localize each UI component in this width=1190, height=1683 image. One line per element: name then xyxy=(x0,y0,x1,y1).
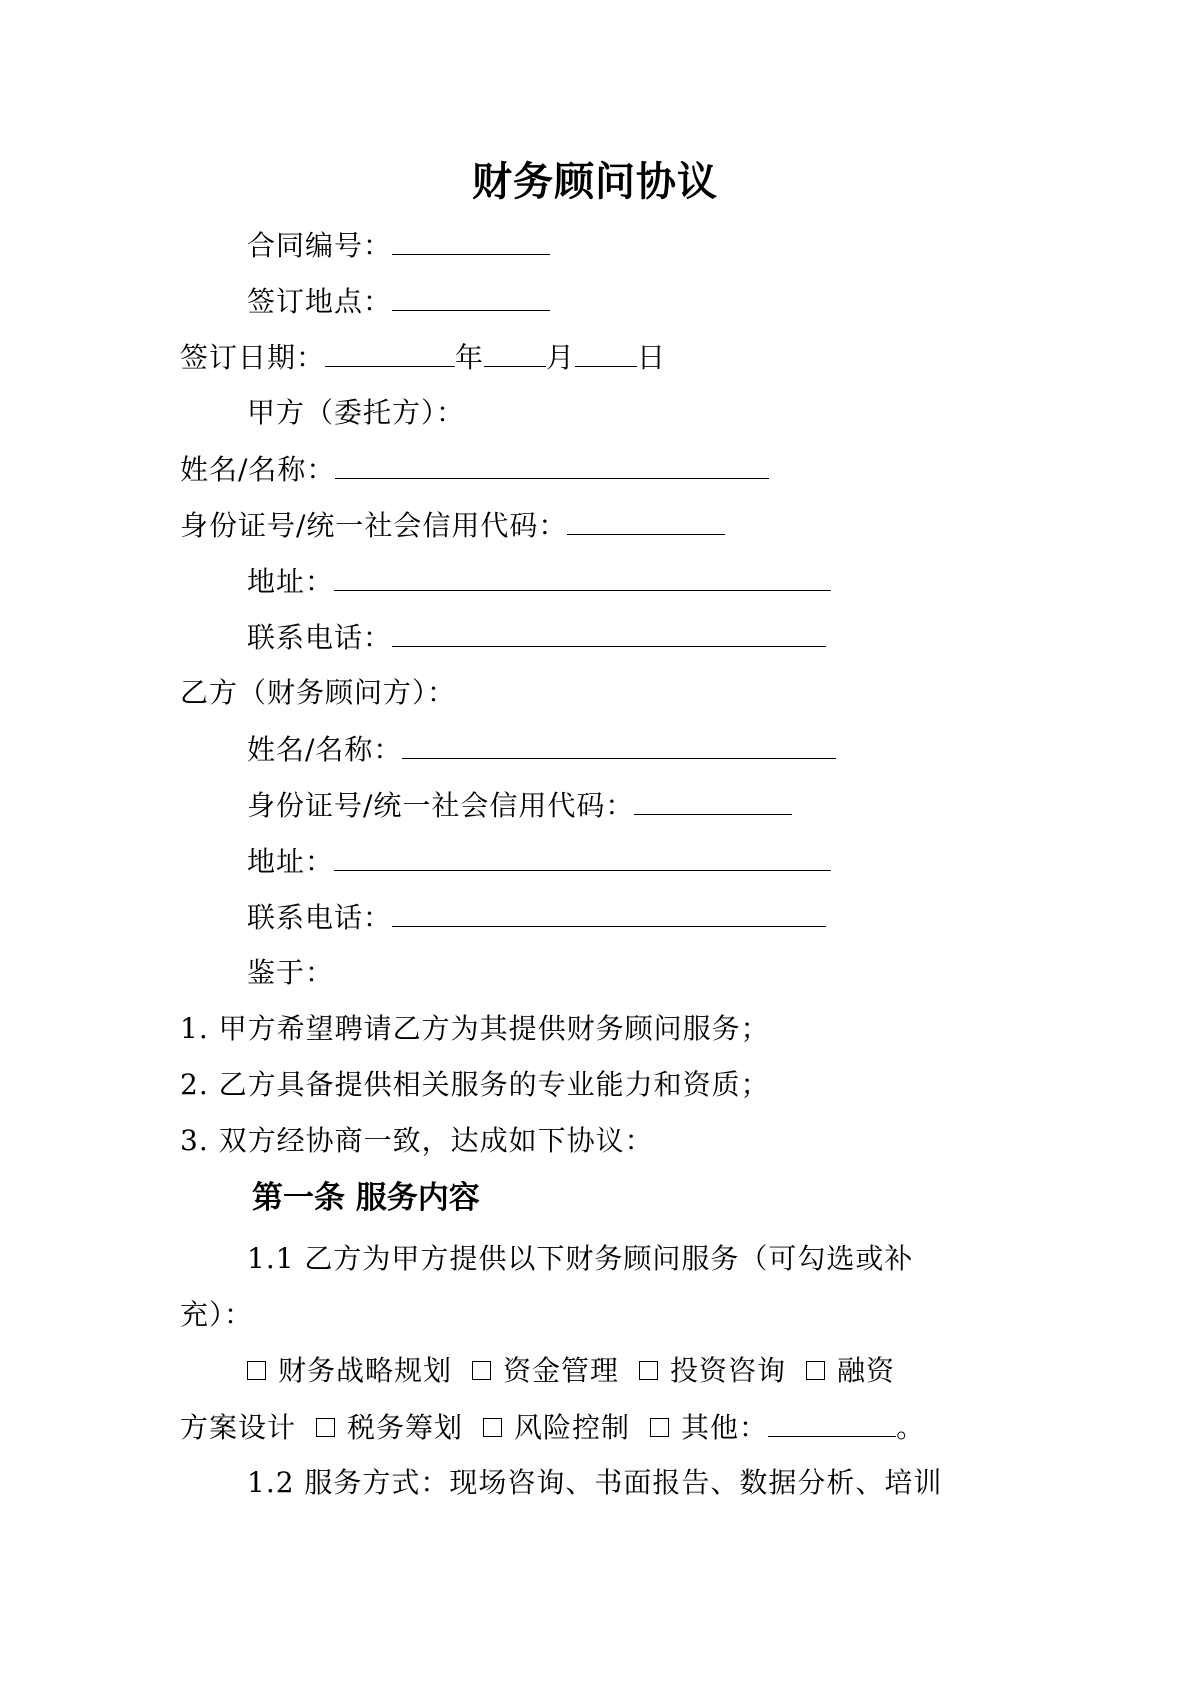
sign-date-label: 签订日期： xyxy=(180,341,326,374)
month-label: 月 xyxy=(546,341,576,374)
party-b-address-label: 地址： xyxy=(247,845,335,878)
clause-1-2: 1.2 服务方式：现场咨询、书面报告、数据分析、培训 xyxy=(247,1466,943,1499)
service-options-row-2 xyxy=(180,1409,925,1446)
option-label: 税务筹划 xyxy=(347,1411,464,1444)
party-b-id-label: 身份证号/统一社会信用代码： xyxy=(247,789,635,822)
party-b-id-row xyxy=(247,787,792,824)
party-a-heading: 甲方（委托方）： xyxy=(247,396,466,429)
recital-item: 2. 乙方具备提供相关服务的专业能力和资质； xyxy=(180,1068,770,1101)
checkbox-financial-strategy[interactable] xyxy=(247,1361,266,1380)
checkbox-fund-management[interactable] xyxy=(472,1361,491,1380)
recitals-intro: 鉴于： xyxy=(247,956,335,989)
party-a-id-label: 身份证号/统一社会信用代码： xyxy=(180,509,568,542)
party-b-phone-row xyxy=(247,899,826,936)
party-a-address-row xyxy=(247,563,831,600)
recital-item: 3. 双方经协商一致，达成如下协议： xyxy=(180,1124,654,1157)
checkbox-other[interactable] xyxy=(650,1418,669,1437)
checkbox-financing-plan[interactable] xyxy=(806,1361,825,1380)
sign-place-label: 签订地点： xyxy=(247,285,393,318)
party-b-phone-label: 联系电话： xyxy=(247,901,393,934)
option-label: 财务战略规划 xyxy=(278,1354,453,1387)
party-a-name-row xyxy=(180,451,769,488)
party-a-id-field[interactable] xyxy=(567,507,725,535)
party-b-address-row xyxy=(247,843,831,880)
sign-place-row xyxy=(247,283,550,320)
option-label: 投资咨询 xyxy=(670,1354,787,1387)
party-a-name-label: 姓名/名称： xyxy=(180,453,336,486)
option-label: 资金管理 xyxy=(503,1354,620,1387)
checkbox-tax-planning[interactable] xyxy=(316,1418,335,1437)
party-b-name-label: 姓名/名称： xyxy=(247,733,403,766)
party-b-phone-field[interactable] xyxy=(392,899,826,927)
other-service-field[interactable] xyxy=(768,1409,896,1437)
sign-place-field[interactable] xyxy=(392,283,550,311)
party-a-address-label: 地址： xyxy=(247,565,335,598)
clause-1-1-continued: 充）： xyxy=(180,1298,254,1331)
party-b-name-row xyxy=(247,731,836,768)
contract-number-row xyxy=(247,227,550,264)
party-b-name-field[interactable] xyxy=(402,731,836,759)
checkbox-risk-control[interactable] xyxy=(483,1418,502,1437)
contract-number-field[interactable] xyxy=(392,227,550,255)
party-b-address-field[interactable] xyxy=(334,843,831,871)
sign-date-row xyxy=(180,339,666,376)
document-title: 财务顾问协议 xyxy=(472,159,718,205)
option-label: 其他： xyxy=(681,1411,769,1444)
party-a-name-field[interactable] xyxy=(335,451,769,479)
article-1-heading: 第一条 服务内容 xyxy=(252,1180,480,1216)
sign-day-field[interactable] xyxy=(575,339,637,367)
service-options-row-1 xyxy=(247,1353,895,1389)
party-a-phone-row xyxy=(247,619,826,656)
option-label: 方案设计 xyxy=(180,1411,297,1444)
clause-1-1: 1.1 乙方为甲方提供以下财务顾问服务（可勾选或补 xyxy=(247,1242,914,1275)
recital-item: 1. 甲方希望聘请乙方为其提供财务顾问服务； xyxy=(180,1012,770,1045)
sign-month-field[interactable] xyxy=(484,339,546,367)
party-a-phone-label: 联系电话： xyxy=(247,621,393,654)
year-label: 年 xyxy=(455,341,485,374)
party-a-phone-field[interactable] xyxy=(392,619,826,647)
party-a-address-field[interactable] xyxy=(334,563,831,591)
options-end-punctuation: 。 xyxy=(896,1411,926,1444)
option-label: 风险控制 xyxy=(514,1411,631,1444)
party-b-id-field[interactable] xyxy=(634,787,792,815)
checkbox-investment-consulting[interactable] xyxy=(639,1361,658,1380)
contract-number-label: 合同编号： xyxy=(247,229,393,262)
day-label: 日 xyxy=(637,341,667,374)
party-b-heading: 乙方（财务顾问方）： xyxy=(180,676,457,709)
option-label: 融资 xyxy=(837,1354,896,1387)
party-a-id-row xyxy=(180,507,725,544)
sign-year-field[interactable] xyxy=(325,339,455,367)
